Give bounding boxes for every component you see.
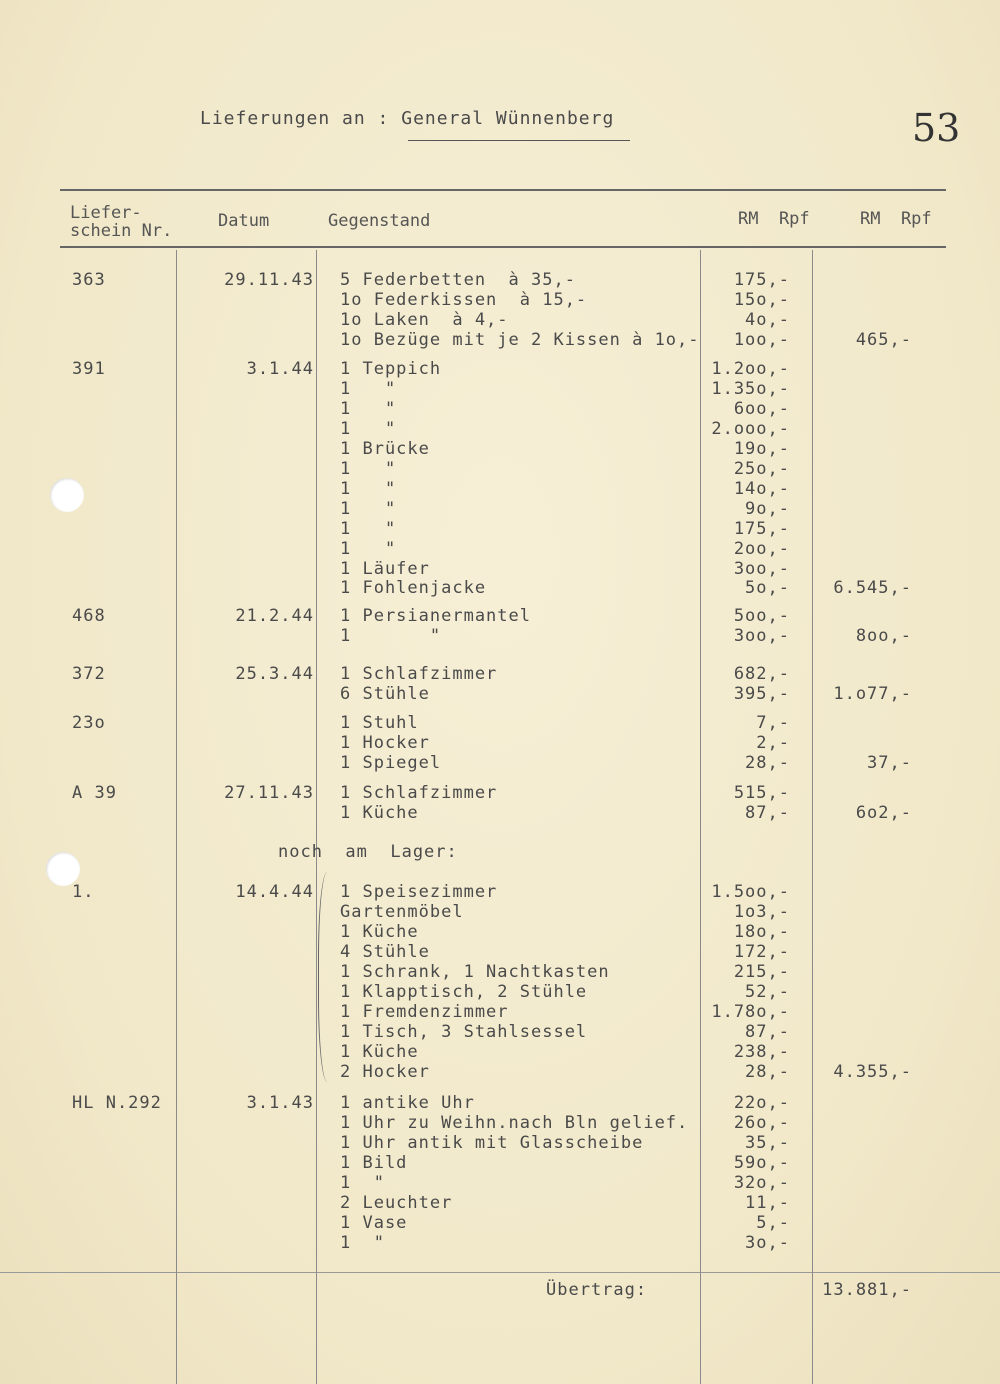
row-gegenstand: 1o Laken à 4,-: [340, 310, 509, 330]
row-total: 37,-: [867, 753, 912, 773]
col-divider-datum: [316, 250, 317, 1384]
row-datum: 27.11.43: [224, 783, 314, 803]
row-amount: 175,-: [733, 270, 790, 290]
row-gegenstand: 1 Schlafzimmer: [340, 664, 498, 684]
row-amount: 3oo,-: [733, 559, 790, 579]
row-amount: 59o,-: [733, 1153, 790, 1173]
row-amount: 7,-: [756, 713, 790, 733]
row-datum: 29.11.43: [224, 270, 314, 290]
row-gegenstand: 1 antike Uhr: [340, 1093, 475, 1113]
row-amount: 515,-: [733, 783, 790, 803]
row-amount: 1o3,-: [733, 902, 790, 922]
footer-top-rule: [0, 1272, 1000, 1273]
row-amount: 5o,-: [745, 578, 790, 598]
row-amount: 2.ooo,-: [711, 419, 790, 439]
row-gegenstand: 1 ": [340, 1233, 385, 1253]
row-total: 4.355,-: [833, 1062, 912, 1082]
row-amount: 87,-: [745, 1022, 790, 1042]
punch-hole-bottom: [46, 852, 80, 886]
page-title: Lieferungen an : General Wünnenberg: [200, 108, 615, 129]
row-gegenstand: 6 Stühle: [340, 684, 430, 704]
row-gegenstand: 1 Brücke: [340, 439, 430, 459]
col-header-nr: Liefer- schein Nr.: [70, 203, 173, 241]
row-gegenstand: 1 Persianermantel: [340, 606, 531, 626]
row-amount: 14o,-: [733, 479, 790, 499]
punch-hole-top: [50, 478, 84, 512]
row-amount: 22o,-: [733, 1093, 790, 1113]
row-amount: 32o,-: [733, 1173, 790, 1193]
row-amount: 15o,-: [733, 290, 790, 310]
row-gegenstand: 4 Stühle: [340, 942, 430, 962]
row-lieferschein-nr: 1.: [72, 882, 95, 902]
row-gegenstand: 1 Tisch, 3 Stahlsessel: [340, 1022, 588, 1042]
title-underline: [408, 140, 630, 141]
row-amount: 3o,-: [745, 1233, 790, 1253]
row-gegenstand: 1 ": [340, 479, 397, 499]
col-divider-nr: [176, 250, 177, 1384]
row-gegenstand: 1 Uhr antik mit Glasscheibe: [340, 1133, 644, 1153]
row-amount: 5,-: [756, 1213, 790, 1233]
row-lieferschein-nr: A 39: [72, 783, 117, 803]
row-amount: 1.2oo,-: [711, 359, 790, 379]
row-gegenstand: 1 Bild: [340, 1153, 408, 1173]
row-lieferschein-nr: 372: [72, 664, 106, 684]
row-datum: 3.1.44: [246, 359, 314, 379]
row-amount: 2,-: [756, 733, 790, 753]
row-amount: 26o,-: [733, 1113, 790, 1133]
col-header-rm-rpf-2: RM Rpf: [860, 209, 932, 229]
row-amount: 1.35o,-: [711, 379, 790, 399]
col-header-gegenstand: Gegenstand: [328, 211, 431, 231]
row-amount: 395,-: [733, 684, 790, 704]
row-amount: 2oo,-: [733, 539, 790, 559]
noch-am-lager-label: noch am Lager:: [278, 842, 458, 862]
row-amount: 28,-: [745, 1062, 790, 1082]
row-amount: 18o,-: [733, 922, 790, 942]
row-gegenstand: 1 ": [340, 626, 442, 646]
row-gegenstand: 1 Läufer: [340, 559, 430, 579]
row-total: 6o2,-: [855, 803, 912, 823]
row-amount: 25o,-: [733, 459, 790, 479]
row-amount: 5oo,-: [733, 606, 790, 626]
row-gegenstand: 1 Stuhl: [340, 713, 419, 733]
row-gegenstand: Gartenmöbel: [340, 902, 464, 922]
row-amount: 87,-: [745, 803, 790, 823]
row-gegenstand: 1 ": [340, 379, 397, 399]
row-gegenstand: 1 Klapptisch, 2 Stühle: [340, 982, 588, 1002]
row-gegenstand: 1o Bezüge mit je 2 Kissen à 1o,-: [340, 330, 700, 350]
row-amount: 52,-: [745, 982, 790, 1002]
row-gegenstand: 1 Vase: [340, 1213, 408, 1233]
row-gegenstand: 5 Federbetten à 35,-: [340, 270, 576, 290]
row-amount: 1.78o,-: [711, 1002, 790, 1022]
row-gegenstand: 1 ": [340, 519, 397, 539]
row-amount: 6oo,-: [733, 399, 790, 419]
row-gegenstand: 1 Teppich: [340, 359, 442, 379]
header-bottom-rule: [60, 246, 946, 248]
row-gegenstand: 1 Schrank, 1 Nachtkasten: [340, 962, 610, 982]
row-gegenstand: 1 ": [340, 499, 397, 519]
row-datum: 25.3.44: [235, 664, 314, 684]
row-gegenstand: 1 Fohlenjacke: [340, 578, 487, 598]
row-total: 1.o77,-: [833, 684, 912, 704]
row-lieferschein-nr: HL N.292: [72, 1093, 162, 1113]
row-amount: 11,-: [745, 1193, 790, 1213]
row-gegenstand: 2 Leuchter: [340, 1193, 453, 1213]
col-header-datum: Datum: [218, 211, 270, 231]
row-gegenstand: 1 Uhr zu Weihn.nach Bln gelief.: [340, 1113, 689, 1133]
table-top-rule: [60, 189, 946, 191]
row-datum: 3.1.43: [246, 1093, 314, 1113]
page-number: 53: [912, 106, 961, 150]
row-gegenstand: 1 Hocker: [340, 733, 430, 753]
row-total: 6.545,-: [833, 578, 912, 598]
row-gegenstand: 1 Küche: [340, 1042, 419, 1062]
row-datum: 21.2.44: [235, 606, 314, 626]
row-amount: 172,-: [733, 942, 790, 962]
grouping-brace: [318, 872, 341, 1082]
row-lieferschein-nr: 363: [72, 270, 106, 290]
uebertrag-value: 13.881,-: [822, 1280, 912, 1300]
row-gegenstand: 2 Hocker: [340, 1062, 430, 1082]
row-gegenstand: 1 Küche: [340, 803, 419, 823]
row-gegenstand: 1 Speisezimmer: [340, 882, 498, 902]
row-amount: 28,-: [745, 753, 790, 773]
row-gegenstand: 1 Schlafzimmer: [340, 783, 498, 803]
row-amount: 4o,-: [745, 310, 790, 330]
row-amount: 19o,-: [733, 439, 790, 459]
row-lieferschein-nr: 468: [72, 606, 106, 626]
row-total: 8oo,-: [855, 626, 912, 646]
row-amount: 215,-: [733, 962, 790, 982]
row-gegenstand: 1 ": [340, 459, 397, 479]
uebertrag-label: Übertrag:: [546, 1280, 648, 1300]
row-amount: 238,-: [733, 1042, 790, 1062]
row-gegenstand: 1 ": [340, 419, 397, 439]
row-amount: 35,-: [745, 1133, 790, 1153]
row-gegenstand: 1 Spiegel: [340, 753, 442, 773]
row-gegenstand: 1 Küche: [340, 922, 419, 942]
row-amount: 3oo,-: [733, 626, 790, 646]
row-amount: 1.5oo,-: [711, 882, 790, 902]
row-lieferschein-nr: 23o: [72, 713, 106, 733]
row-gegenstand: 1 Fremdenzimmer: [340, 1002, 509, 1022]
row-amount: 175,-: [733, 519, 790, 539]
row-gegenstand: 1 ": [340, 1173, 385, 1193]
row-amount: 682,-: [733, 664, 790, 684]
row-datum: 14.4.44: [235, 882, 314, 902]
row-lieferschein-nr: 391: [72, 359, 106, 379]
row-gegenstand: 1 ": [340, 539, 397, 559]
row-amount: 9o,-: [745, 499, 790, 519]
row-amount: 1oo,-: [733, 330, 790, 350]
row-gegenstand: 1o Federkissen à 15,-: [340, 290, 588, 310]
col-header-rm-rpf-1: RM Rpf: [738, 209, 810, 229]
row-gegenstand: 1 ": [340, 399, 397, 419]
row-total: 465,-: [855, 330, 912, 350]
